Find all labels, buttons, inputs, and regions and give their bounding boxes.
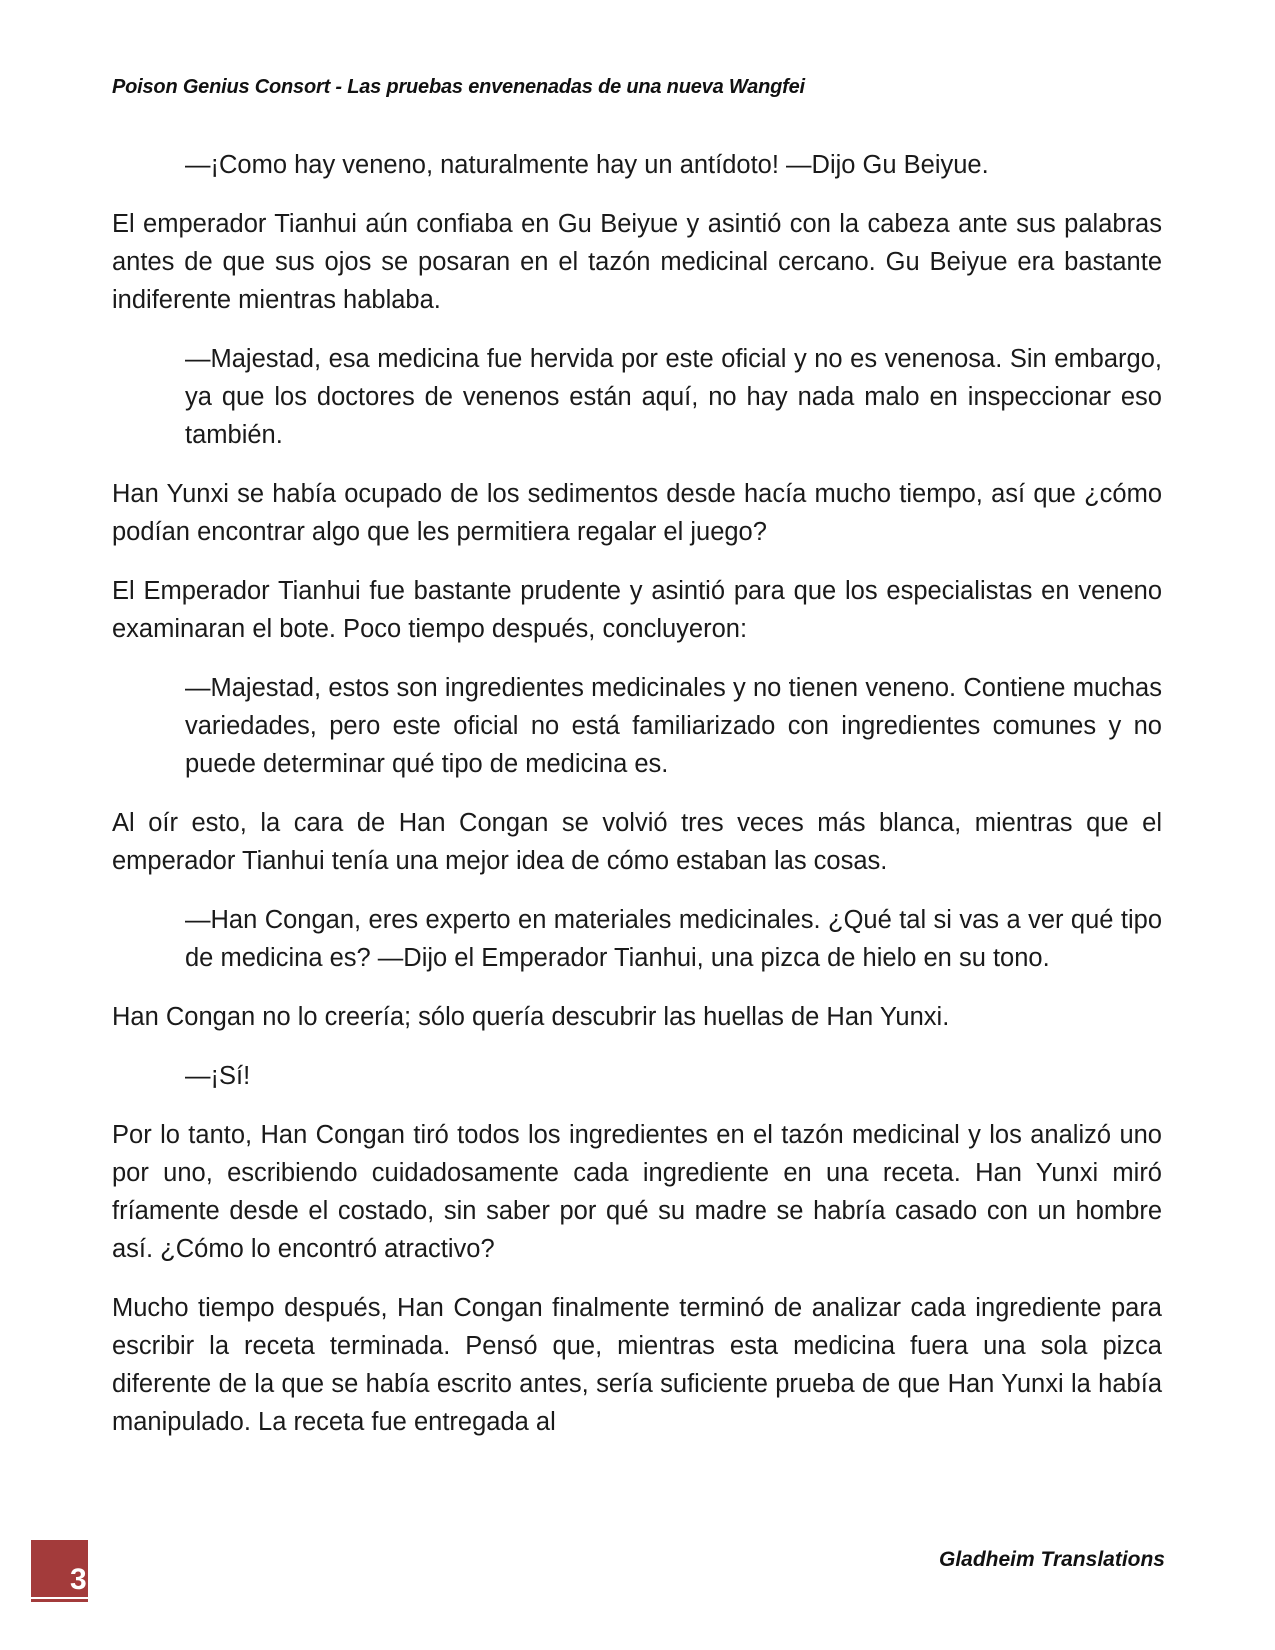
page-number: 3 bbox=[70, 1563, 87, 1596]
narrative-paragraph: Por lo tanto, Han Congan tiró todos los ingredientes en el tazón medicinal y los analizó uno por uno, escribiendo cuidadosamente cada ingrediente en una receta. Han Yunxi miró fríamente desde el costado, sin saber por qué su madre se habría casado con un hombre así. ¿Cómo lo encontró atractivo? bbox=[112, 1121, 1162, 1263]
narrative-paragraph: Al oír esto, la cara de Han Congan se volvió tres veces más blanca, mientras que el emperador Tianhui tenía una mejor idea de cómo estaban las cosas. bbox=[112, 809, 1162, 875]
running-header: Poison Genius Consort - Las pruebas envenenadas de una nueva Wangfei bbox=[112, 76, 805, 98]
dialogue-paragraph: —¡Como hay veneno, naturalmente hay un antídoto! —Dijo Gu Beiyue. bbox=[185, 151, 989, 179]
footer-credit: Gladheim Translations bbox=[938, 1548, 1165, 1571]
document-body bbox=[112, 146, 1162, 1462]
narrative-paragraph: El Emperador Tianhui fue bastante prudente y asintió para que los especialistas en veneno examinaran el bote. Poco tiempo después, concluyeron: bbox=[112, 577, 1162, 643]
dialogue-paragraph: —Majestad, estos son ingredientes medicinales y no tienen veneno. Contiene muchas variedades, pero este oficial no está familiarizado con ingredientes comunes y no puede determinar qué tipo de medicina es. bbox=[185, 674, 1162, 778]
dialogue-paragraph: —Majestad, esa medicina fue hervida por este oficial y no es venenosa. Sin embargo, ya que los doctores de venenos están aquí, no hay nada malo en inspeccionar eso también. bbox=[185, 345, 1162, 449]
footer-rule bbox=[31, 1599, 88, 1602]
dialogue-paragraph: —Han Congan, eres experto en materiales medicinales. ¿Qué tal si vas a ver qué tipo de medicina es? —Dijo el Emperador Tianhui, una pizca de hielo en su tono. bbox=[185, 906, 1162, 972]
narrative-paragraph: Han Yunxi se había ocupado de los sedimentos desde hacía mucho tiempo, así que ¿cómo podían encontrar algo que les permitiera regalar el juego? bbox=[112, 480, 1162, 546]
narrative-paragraph: Han Congan no lo creería; sólo quería descubrir las huellas de Han Yunxi. bbox=[112, 1003, 950, 1031]
narrative-paragraph: Mucho tiempo después, Han Congan finalmente terminó de analizar cada ingrediente para escribir la receta terminada. Pensó que, mientras esta medicina fuera una sola pizca diferente de la que se había escrito antes, sería suficiente prueba de que Han Yunxi la había manipulado. La receta fue entregada al bbox=[112, 1294, 1162, 1436]
narrative-paragraph: El emperador Tianhui aún confiaba en Gu Beiyue y asintió con la cabeza ante sus palabras antes de que sus ojos se posaran en el tazón medicinal cercano. Gu Beiyue era bastante indiferente mientras hablaba. bbox=[112, 210, 1162, 314]
dialogue-paragraph: —¡Sí! bbox=[185, 1062, 251, 1090]
